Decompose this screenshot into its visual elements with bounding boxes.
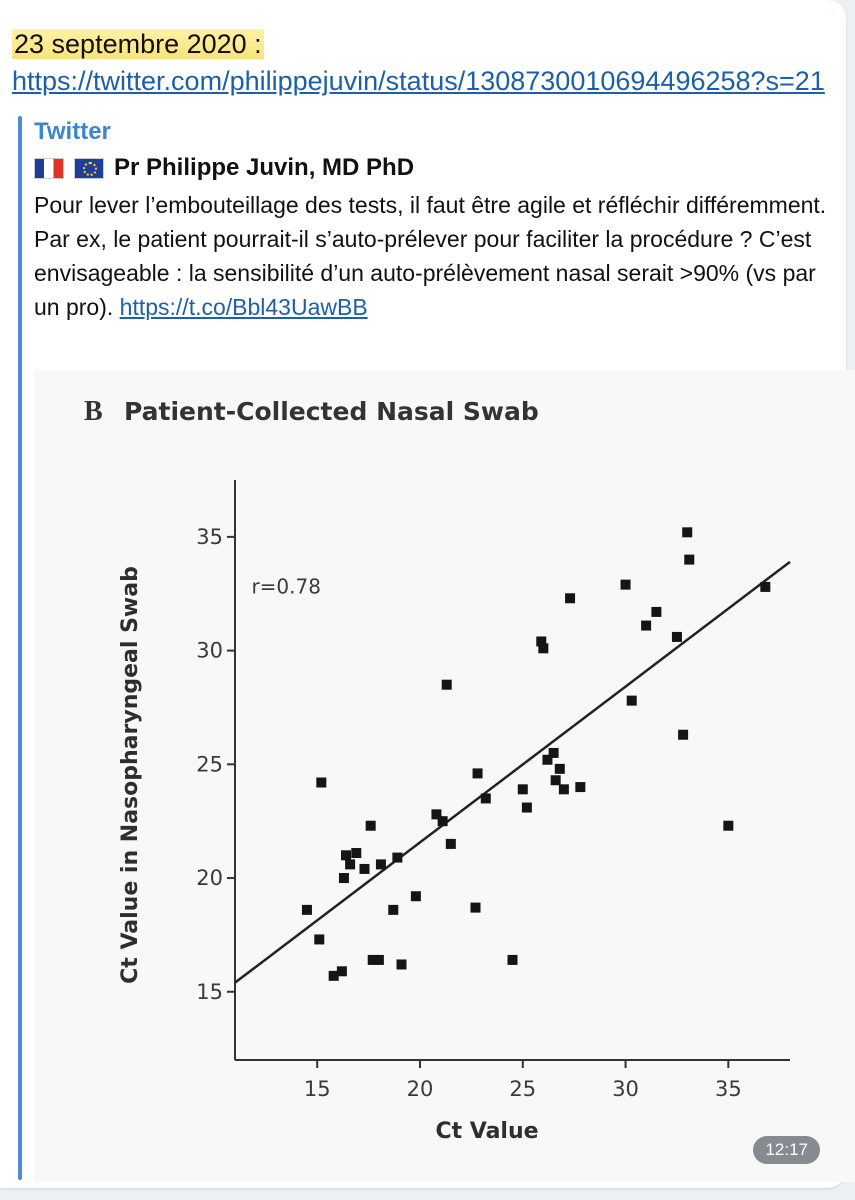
- data-point: [684, 555, 694, 565]
- tweet-short-link[interactable]: https://t.co/Bbl43UawBB: [119, 294, 368, 320]
- preview-image[interactable]: [34, 370, 855, 1182]
- trend-line: [235, 562, 790, 983]
- data-point: [314, 934, 324, 944]
- data-point: [651, 607, 661, 617]
- y-tick-label: 25: [196, 752, 223, 777]
- data-point: [337, 966, 347, 976]
- x-tick-label: 30: [612, 1077, 639, 1101]
- data-point: [376, 859, 386, 869]
- preview-description: [34, 188, 834, 324]
- data-point: [341, 850, 351, 860]
- data-point: [538, 643, 548, 653]
- panel-letter: B: [84, 396, 103, 427]
- plot-area: [196, 480, 790, 1101]
- data-point: [621, 580, 631, 590]
- scatter-chart: [34, 370, 855, 1182]
- data-point: [559, 784, 569, 794]
- x-axis-label: Ct Value: [435, 1119, 539, 1144]
- data-point: [366, 821, 376, 831]
- data-point: [473, 768, 483, 778]
- x-tick-label: 15: [303, 1077, 331, 1101]
- data-point: [518, 784, 528, 794]
- y-axis-label: Ct Value in Nasopharyngeal Swab: [118, 566, 143, 984]
- date-highlight: 23 septembre 2020 :: [14, 29, 262, 59]
- data-point: [565, 593, 575, 603]
- preview-accent-bar: [18, 116, 22, 1180]
- data-point: [388, 905, 398, 915]
- tweet-text: Pour lever l’embouteillage des tests, il faut être agile et réfléchir différemment. Par ex, le patient pourrait-il s’auto-prélever pour faciliter la procédure ? C’est envisageable : la sensibilité d’un auto-prélèvement nasal serait >90% (vs par un pro).: [34, 192, 827, 320]
- data-point: [551, 775, 561, 785]
- data-point: [438, 816, 448, 826]
- author-name: Pr Philippe Juvin, MD PhD: [114, 154, 415, 181]
- data-point: [627, 696, 637, 706]
- y-tick-label: 35: [196, 524, 223, 549]
- data-point: [446, 839, 456, 849]
- x-tick-label: 25: [509, 1077, 537, 1101]
- data-point: [471, 903, 481, 913]
- data-point: [522, 803, 532, 813]
- data-point: [339, 873, 349, 883]
- data-point: [555, 764, 565, 774]
- message-text: [12, 26, 832, 100]
- y-tick-label: 20: [196, 866, 223, 891]
- x-tick-label: 20: [406, 1077, 434, 1101]
- y-tick-label: 15: [196, 979, 223, 1004]
- chart-title: Patient-Collected Nasal Swab: [124, 397, 539, 426]
- data-point: [678, 730, 688, 740]
- data-point: [723, 821, 733, 831]
- preview-site-name: Twitter: [34, 118, 111, 145]
- data-point: [575, 782, 585, 792]
- data-point: [481, 793, 491, 803]
- data-point: [351, 848, 361, 858]
- data-point: [392, 853, 402, 863]
- data-point: [302, 905, 312, 915]
- message-time: 12:17: [753, 1136, 820, 1164]
- correlation-annotation: r=0.78: [251, 574, 321, 599]
- data-point: [411, 891, 421, 901]
- data-point: [672, 632, 682, 642]
- data-point: [345, 859, 355, 869]
- tweet-url-link[interactable]: https://twitter.com/philippejuvin/status/1308730010694496258?s=21: [12, 66, 825, 96]
- data-point: [549, 748, 559, 758]
- preview-author: [34, 154, 414, 182]
- data-point: [682, 527, 692, 537]
- data-point: [508, 955, 518, 965]
- data-point: [316, 778, 326, 788]
- data-point: [760, 582, 770, 592]
- data-point: [641, 621, 651, 631]
- data-point: [374, 955, 384, 965]
- y-tick-label: 30: [196, 638, 223, 663]
- x-tick-label: 35: [714, 1077, 742, 1101]
- link-preview[interactable]: [18, 116, 838, 1186]
- data-point: [397, 959, 407, 969]
- data-point: [360, 864, 370, 874]
- flag-france-icon: [34, 158, 64, 179]
- data-point: [442, 680, 452, 690]
- flag-eu-icon: [74, 158, 104, 179]
